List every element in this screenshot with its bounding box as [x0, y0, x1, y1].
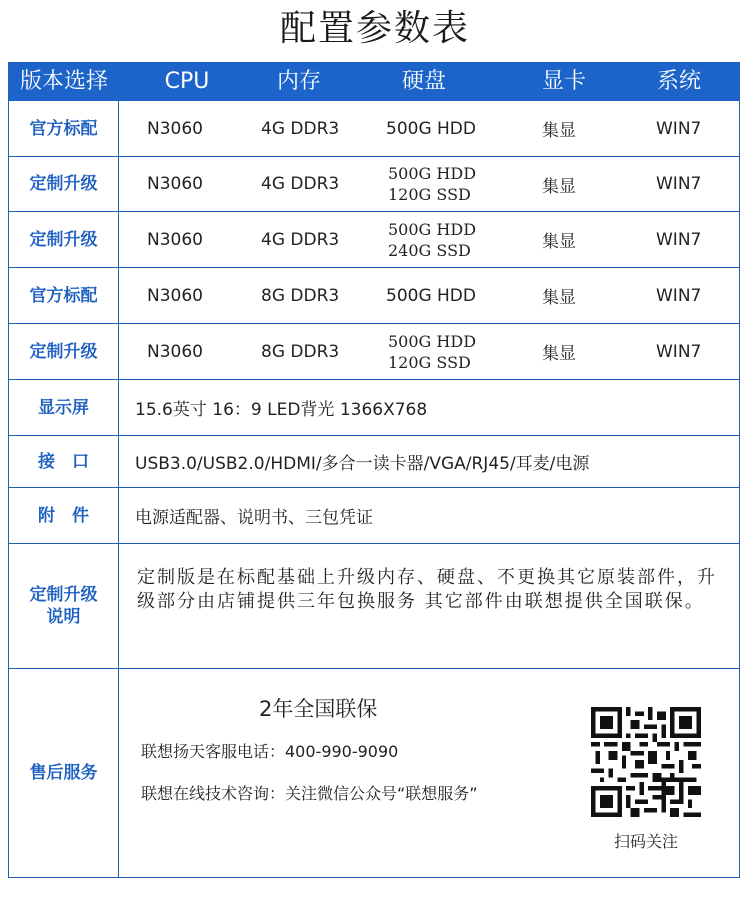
table-row: [9, 212, 739, 268]
cpu-cell: N3060: [147, 229, 203, 250]
row-label: 官方标配: [9, 268, 119, 323]
gpu-cell: 集显: [542, 176, 576, 197]
qr-label: 扫码关注: [613, 832, 678, 851]
ports-row: [9, 436, 739, 488]
config-table: [8, 62, 740, 878]
table-row: [9, 157, 739, 212]
row-label: 定制升级: [9, 157, 119, 211]
header-version: 版本选择: [19, 69, 108, 94]
memory-cell: 4G DDR3: [261, 174, 340, 194]
disk-line: 120G SSD: [388, 352, 471, 372]
table-row: [9, 268, 739, 324]
os-cell: WIN7: [656, 174, 702, 194]
gpu-cell: 集显: [542, 288, 576, 308]
header-os: 系统: [656, 69, 701, 94]
table-header: [9, 63, 739, 101]
service-phone: 联想扬天客服电话：400-990-9090: [141, 742, 399, 761]
upgrade-note-label: [9, 544, 119, 668]
page-title: 配置参数表: [279, 8, 470, 49]
disk-line: 500G HDD: [388, 219, 477, 239]
disk-cell: [388, 157, 476, 211]
disk-cell: 500G HDD: [386, 285, 476, 306]
service-label: 售后服务: [9, 669, 119, 877]
ports-value: USB3.0/USB2.0/HDMI/多合一读卡器/VGA/RJ45/耳麦/电源: [135, 454, 590, 474]
disk-cell: 500G HDD: [386, 118, 476, 139]
row-label: 定制升级: [9, 324, 119, 379]
upgrade-note-text: 定制版是在标配基础上升级内存、硬盘、不更换其它原装部件，升级部分由店铺提供三年包换服务 其它部件由联想提供全国联保。: [137, 567, 717, 612]
disk-line: 240G SSD: [388, 240, 471, 260]
header-memory: 内存: [276, 69, 321, 94]
disk-cell: [388, 324, 476, 379]
qr-code-icon[interactable]: [591, 707, 701, 817]
os-cell: WIN7: [656, 285, 702, 306]
os-cell: WIN7: [656, 118, 702, 139]
upgrade-note-label-line: 说明: [46, 607, 81, 627]
memory-cell: 8G DDR3: [261, 341, 340, 362]
display-label: 显示屏: [9, 380, 119, 435]
memory-cell: 4G DDR3: [261, 118, 340, 139]
os-cell: WIN7: [656, 229, 702, 250]
header-disk: 硬盘: [401, 69, 446, 94]
table-row: [9, 101, 739, 157]
display-value: 15.6英寸 16：9 LED背光 1366X768: [135, 400, 428, 420]
ports-label: 接 口: [9, 436, 119, 487]
service-row: [9, 669, 739, 877]
gpu-cell: 集显: [542, 121, 576, 141]
memory-cell: 8G DDR3: [261, 285, 340, 306]
gpu-cell: 集显: [542, 344, 576, 364]
cpu-cell: N3060: [147, 341, 203, 362]
header-gpu: 显卡: [541, 69, 586, 94]
cpu-cell: N3060: [147, 118, 203, 139]
memory-cell: 4G DDR3: [261, 229, 340, 250]
table-row: [9, 324, 739, 380]
row-label: 官方标配: [9, 101, 119, 156]
service-wechat: 联想在线技术咨询：关注微信公众号“联想服务”: [141, 784, 478, 803]
accessories-label: 附 件: [9, 488, 119, 543]
cpu-cell: N3060: [147, 174, 203, 194]
cpu-cell: N3060: [147, 285, 203, 306]
accessories-row: [9, 488, 739, 544]
accessories-value: 电源适配器、说明书、三包凭证: [135, 508, 373, 528]
disk-line: 500G HDD: [388, 164, 477, 183]
row-label: 定制升级: [9, 212, 119, 267]
disk-line: 500G HDD: [388, 331, 477, 351]
warranty-title: 2年全国联保: [259, 697, 378, 721]
gpu-cell: 集显: [542, 232, 576, 252]
disk-line: 120G SSD: [388, 185, 471, 204]
disk-cell: [388, 212, 476, 267]
upgrade-note-label-line: 定制升级: [29, 585, 98, 605]
header-cpu: CPU: [164, 69, 210, 94]
upgrade-note-row: [9, 544, 739, 669]
display-row: [9, 380, 739, 436]
os-cell: WIN7: [656, 341, 702, 362]
